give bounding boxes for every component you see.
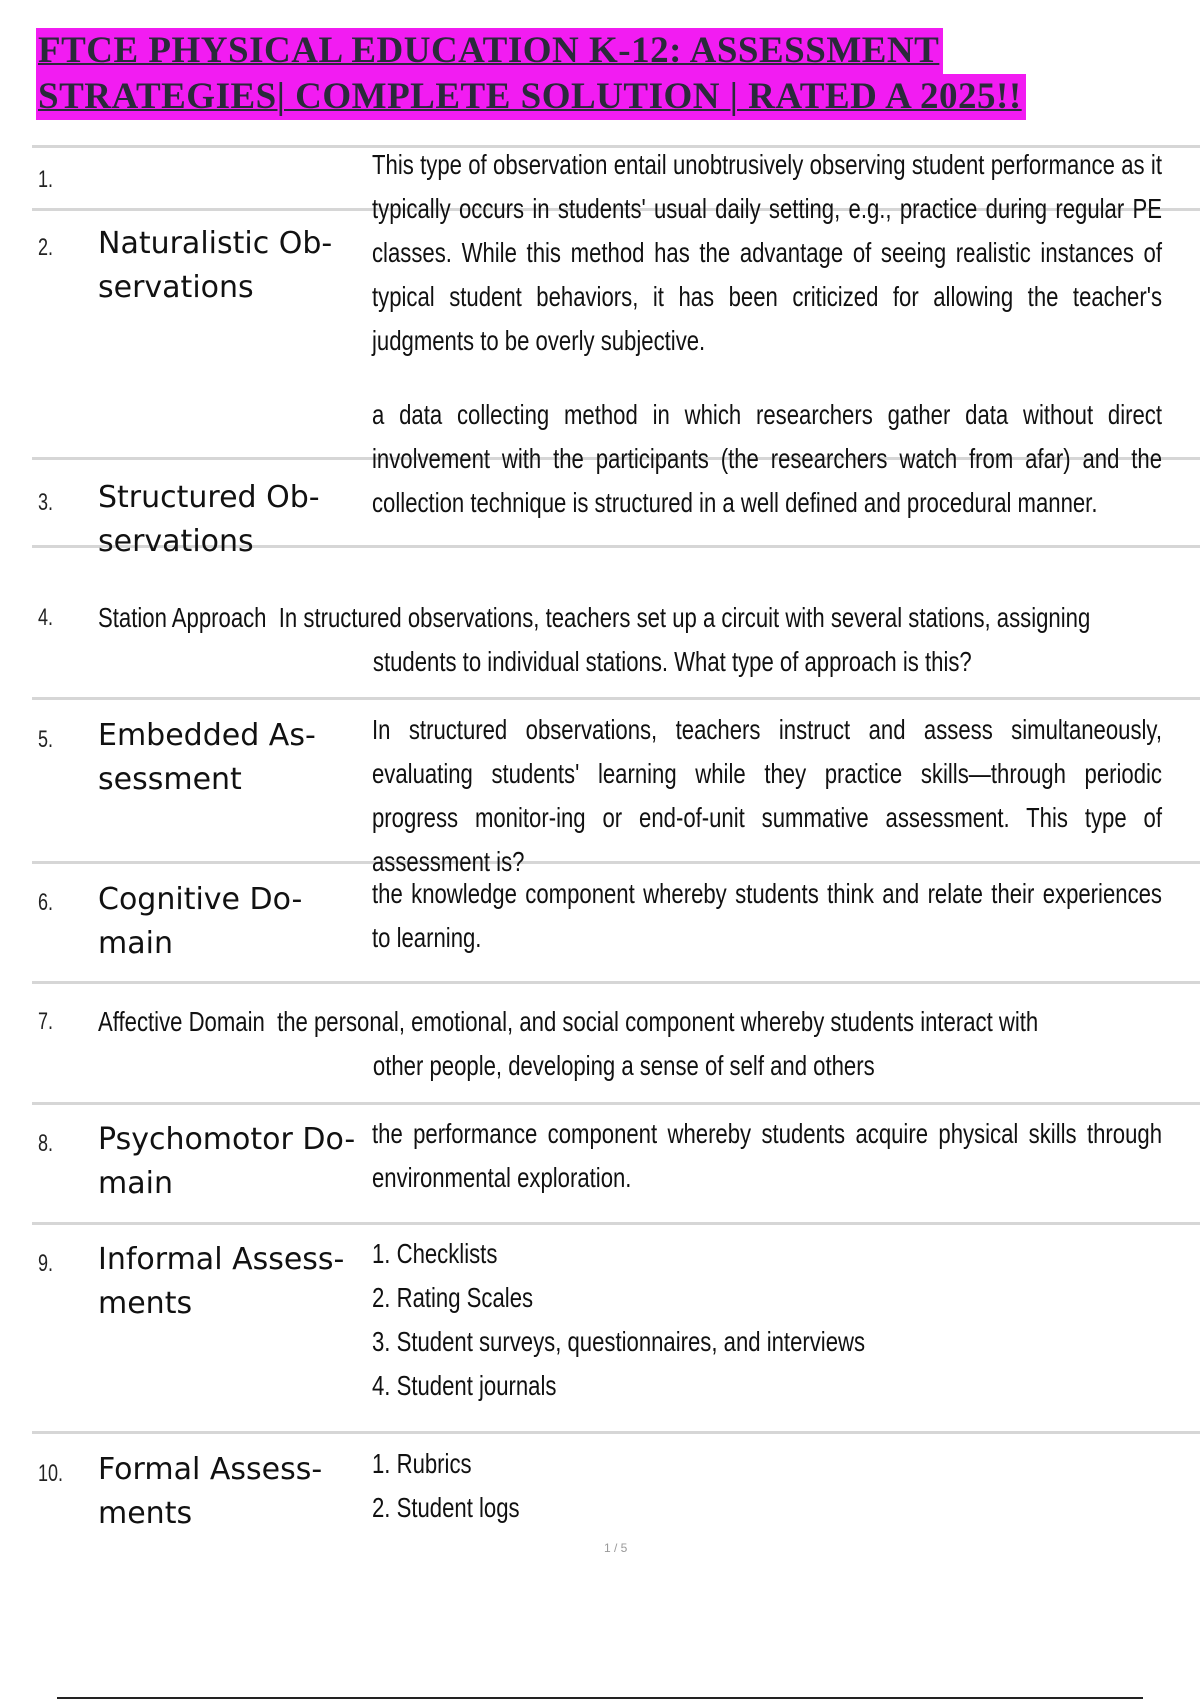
item-term: Structured Ob-servations bbox=[98, 480, 320, 559]
list-item: 2. Student logs bbox=[372, 1492, 520, 1523]
title-line-1: FTCE PHYSICAL EDUCATION K-12: ASSESSMENT bbox=[36, 28, 943, 74]
item-number: 4. bbox=[38, 604, 54, 631]
item-number: 6. bbox=[38, 889, 54, 916]
list-item: 3. Student surveys, questionnaires, and interviews bbox=[372, 1326, 866, 1357]
row-divider bbox=[32, 981, 1200, 984]
item-definition: This type of observation entail unobtrusively observing student performance as it typically occurs in students' usual daily setting, e.g., practice during regular PE classes. While this method has the advantage of seeing realistic instances of typical student behaviors, it has been criticized for allowing the teacher's judgments to be overly subjective. bbox=[372, 149, 1162, 356]
item-list bbox=[372, 1232, 1162, 1408]
item-term: Informal Assess-ments bbox=[98, 1242, 345, 1321]
list-item: 1. Checklists bbox=[372, 1238, 498, 1269]
item-definition: the performance component whereby students acquire physical skills through environmental exploration. bbox=[372, 1118, 1162, 1193]
item-number: 2. bbox=[38, 234, 54, 261]
item-definition: a data collecting method in which researchers gather data without direct involvement with the participants (the researchers watch from afar) and the collection technique is structured in a well defined and procedural manner. bbox=[372, 399, 1162, 518]
list-item: 2. Rating Scales bbox=[372, 1282, 534, 1313]
row-divider bbox=[32, 1102, 1200, 1105]
list-item: 1. Rubrics bbox=[372, 1448, 472, 1479]
item-number: 9. bbox=[38, 1250, 54, 1277]
row-divider bbox=[32, 1431, 1200, 1434]
item-term: Embedded As-sessment bbox=[98, 718, 316, 797]
item-definition: the personal, emotional, and social component whereby students interact with bbox=[277, 1006, 1039, 1037]
item-term: Station Approach bbox=[98, 602, 267, 633]
item-number: 7. bbox=[38, 1008, 54, 1035]
item-definition: the knowledge component whereby students think and relate their experiences to learning. bbox=[372, 878, 1162, 953]
item-number: 3. bbox=[38, 489, 54, 516]
item-number: 1. bbox=[38, 166, 54, 193]
page-number: 1 / 5 bbox=[604, 1541, 628, 1555]
item-definition: In structured observations, teachers set up a circuit with several stations, assigning bbox=[278, 602, 1091, 633]
title-line-2: STRATEGIES| COMPLETE SOLUTION | RATED A 2025!! bbox=[36, 74, 1026, 120]
item-inline-content bbox=[98, 596, 1101, 684]
item-number: 10. bbox=[38, 1460, 64, 1487]
item-definition-continued: students to individual stations. What type of approach is this? bbox=[372, 646, 972, 677]
document-title bbox=[36, 28, 1156, 120]
item-term: Naturalistic Ob-servations bbox=[98, 226, 333, 305]
row-divider bbox=[32, 1222, 1200, 1225]
item-definition-continued: other people, developing a sense of self and others bbox=[372, 1050, 875, 1081]
item-number: 8. bbox=[38, 1130, 54, 1157]
row-divider bbox=[32, 697, 1200, 700]
item-number: 5. bbox=[38, 726, 54, 753]
item-term: Affective Domain bbox=[98, 1006, 265, 1037]
item-term: Psychomotor Do-main bbox=[98, 1122, 356, 1201]
item-term: Formal Assess-ments bbox=[98, 1452, 323, 1531]
item-term: Cognitive Do-main bbox=[98, 882, 303, 961]
footer-rule bbox=[57, 1697, 1143, 1699]
item-definition: In structured observations, teachers instruct and assess simultaneously, evaluating students' learning while they practice skills—through periodic progress monitor-ing or end-of-unit summative assessment. This type of assessment is? bbox=[372, 714, 1162, 877]
item-list bbox=[372, 1442, 1162, 1530]
list-item: 4. Student journals bbox=[372, 1370, 557, 1401]
item-inline-content bbox=[98, 1000, 1101, 1088]
